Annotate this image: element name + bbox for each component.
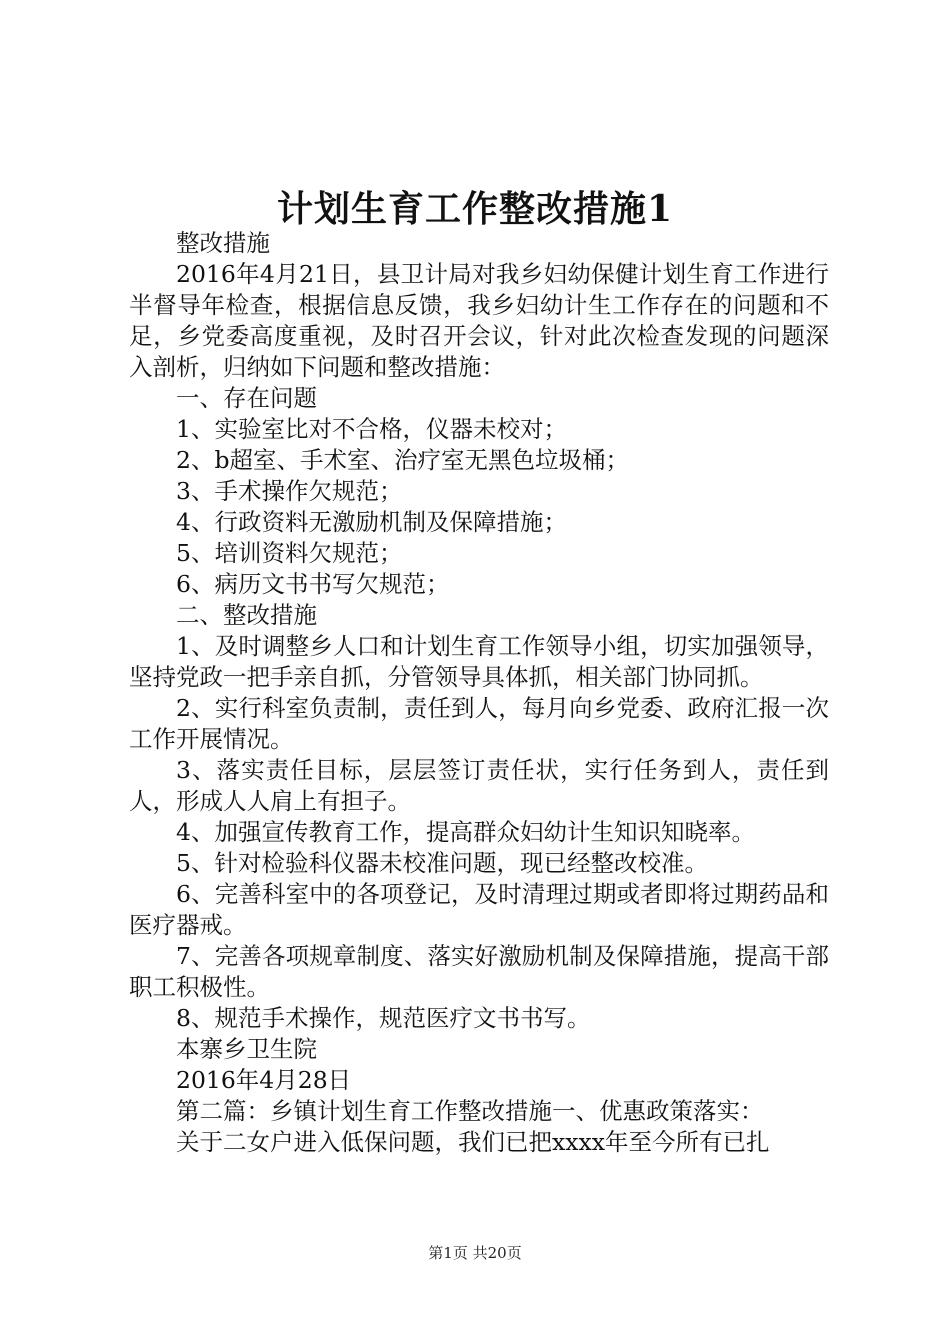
section-heading: 二、整改措施 [176, 601, 317, 629]
list-item: 1、及时调整乡人口和计划生育工作领导小组，切实加强领导，坚持党政一把手亲自抓，分管领导具体抓，相关部门协同抓。 [129, 632, 829, 691]
list-item: 3、落实责任目标，层层签订责任状，实行任务到人，责任到人，形成人人肩上有担子。 [129, 756, 829, 815]
section-heading: 一、存在问题 [176, 384, 317, 412]
document-title: 计划生育工作整改措施1 [276, 188, 674, 230]
list-item: 5、培训资料欠规范； [176, 539, 403, 567]
list-item: 4、加强宣传教育工作，提高群众妇幼计生知识知晓率。 [176, 818, 755, 846]
paragraph: 关于二女户进入低保问题，我们已把xxxx年至今所有已扎 [176, 1128, 770, 1156]
paragraph: 整改措施 [176, 229, 270, 257]
list-item: 6、病历文书书写欠规范； [176, 570, 450, 598]
list-item: 7、完善各项规章制度、落实好激励机制及保障措施，提高干部职工积极性。 [129, 942, 829, 1001]
list-item: 2、b超室、手术室、治疗室无黑色垃圾桶； [176, 446, 629, 474]
paragraph: 第二篇：乡镇计划生育工作整改措施一、优惠政策落实： [176, 1097, 764, 1125]
list-item: 6、完善科室中的各项登记，及时清理过期或者即将过期药品和医疗器戒。 [129, 880, 829, 939]
list-item: 1、实验室比对不合格，仪器未校对； [176, 415, 567, 443]
document-body [129, 228, 829, 1158]
list-item: 3、手术操作欠规范； [176, 477, 403, 505]
paragraph: 2016年4月21日，县卫计局对我乡妇幼保健计划生育工作进行半督导年检查，根据信息反馈，我乡妇幼计生工作存在的问题和不足，乡党委高度重视，及时召开会议，针对此次检查发现的问题深入剖析，归纳如下问题和整改措施： [129, 260, 829, 381]
signature-date: 2016年4月28日 [176, 1066, 352, 1094]
list-item: 8、规范手术操作，规范医疗文书书写。 [176, 1004, 591, 1032]
signature-org: 本寨乡卫生院 [176, 1035, 317, 1063]
page-footer: 第1页 共20页 [428, 1244, 522, 1262]
list-item: 2、实行科室负责制，责任到人，每月向乡党委、政府汇报一次工作开展情况。 [129, 694, 829, 753]
list-item: 5、针对检验科仪器未校准问题，现已经整改校准。 [176, 849, 708, 877]
list-item: 4、行政资料无激励机制及保障措施； [176, 508, 567, 536]
